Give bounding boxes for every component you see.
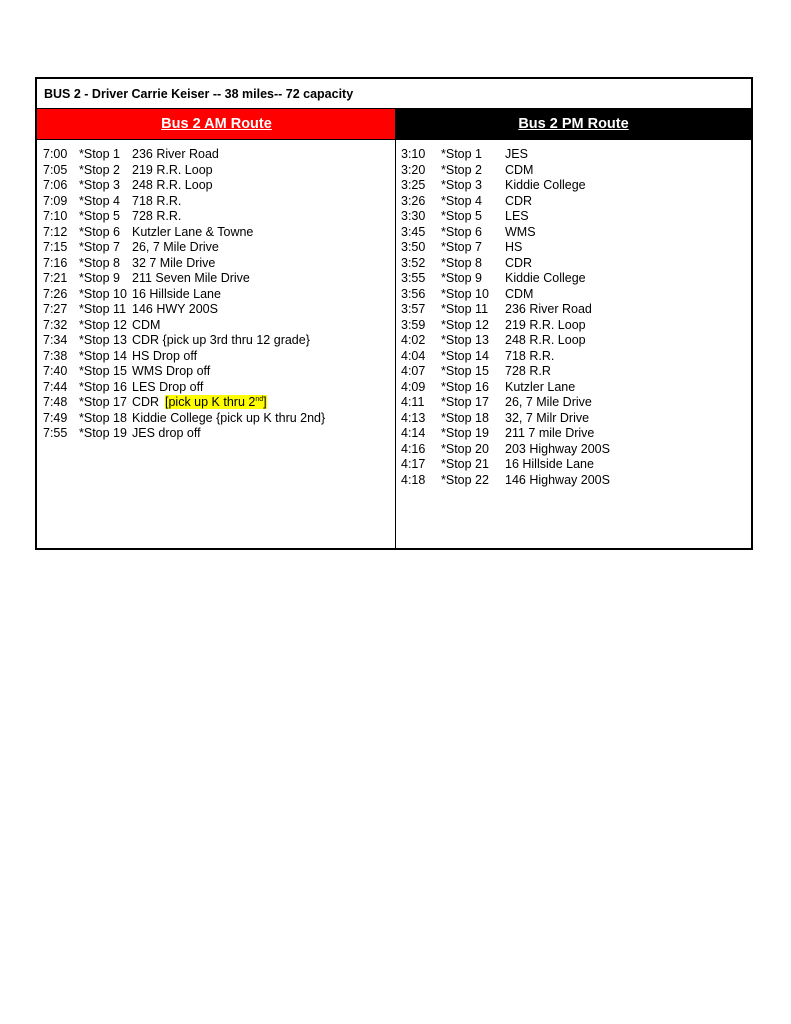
am-stop-row <box>43 302 393 318</box>
pm-stop-row <box>401 333 749 349</box>
pm-stop-row <box>401 256 749 272</box>
stop-number: *Stop 13 <box>441 333 489 347</box>
stop-location: 32, 7 Milr Drive <box>505 410 590 425</box>
am-stop-row <box>43 194 393 210</box>
stop-time: 4:14 <box>401 426 426 440</box>
stop-number: *Stop 10 <box>441 286 489 301</box>
am-stop-row <box>43 395 393 411</box>
stop-location: LES Drop off <box>132 379 204 394</box>
stop-number: *Stop 5 <box>79 209 121 223</box>
stop-location: LES <box>505 209 529 223</box>
stop-location: 211 7 mile Drive <box>505 426 595 440</box>
am-stop-list <box>43 147 393 442</box>
stop-time: 4:02 <box>401 333 426 347</box>
pm-stop-row <box>401 225 749 241</box>
stop-time: 7:00 <box>43 147 68 161</box>
stop-time: 7:10 <box>43 209 68 223</box>
am-stop-row <box>43 209 393 225</box>
stop-number: *Stop 4 <box>441 193 483 208</box>
stop-time: 3:26 <box>401 193 426 208</box>
stop-number: *Stop 11 <box>441 302 489 316</box>
stop-number: *Stop 8 <box>441 255 483 270</box>
am-stop-row <box>43 256 393 272</box>
bus-route-table <box>35 77 753 550</box>
stop-number: *Stop 10 <box>79 286 127 301</box>
pm-stop-row <box>401 318 749 334</box>
stop-number: *Stop 1 <box>79 147 121 161</box>
pm-stop-row <box>401 194 749 210</box>
stop-location: 146 HWY 200S <box>132 302 218 316</box>
stop-number: *Stop 6 <box>441 224 483 239</box>
stop-time: 4:13 <box>401 410 426 425</box>
stop-time: 7:21 <box>43 271 68 285</box>
stop-number: *Stop 20 <box>441 441 489 456</box>
am-stop-row <box>43 240 393 256</box>
stop-location: HS <box>505 240 523 254</box>
pm-stop-row <box>401 178 749 194</box>
stop-number: *Stop 12 <box>441 317 489 332</box>
am-stop-row <box>43 411 393 427</box>
stop-location: Kiddie College <box>505 271 586 285</box>
stop-number: *Stop 19 <box>79 426 127 440</box>
am-stop-row <box>43 426 393 442</box>
stop-number: *Stop 8 <box>79 255 121 270</box>
pm-stop-row <box>401 426 749 442</box>
pm-stop-row <box>401 209 749 225</box>
pm-stop-row <box>401 364 749 380</box>
pm-stop-row <box>401 147 749 163</box>
stop-location: Kutzler Lane <box>505 379 576 394</box>
stop-location: HS Drop off <box>132 348 198 363</box>
am-stop-row <box>43 333 393 349</box>
stop-number: *Stop 13 <box>79 333 127 347</box>
stop-location: 248 R.R. Loop <box>505 333 586 347</box>
stop-number: *Stop 15 <box>441 364 489 378</box>
highlight-end: ] <box>263 395 267 409</box>
stop-number: *Stop 11 <box>79 302 127 316</box>
stop-location: JES drop off <box>132 426 201 440</box>
stop-time: 7:06 <box>43 178 68 192</box>
pm-stop-row <box>401 395 749 411</box>
stop-location: JES <box>505 147 528 161</box>
stop-time: 4:04 <box>401 348 426 363</box>
pm-stop-row <box>401 411 749 427</box>
stop-number: *Stop 7 <box>441 240 483 254</box>
stop-time: 7:16 <box>43 255 68 270</box>
stop-time: 3:55 <box>401 271 426 285</box>
stop-time: 7:09 <box>43 193 68 208</box>
am-stop-row <box>43 225 393 241</box>
pm-stop-row <box>401 349 749 365</box>
stop-time: 7:49 <box>43 410 68 425</box>
stop-number: *Stop 17 <box>441 395 489 409</box>
stop-time: 3:57 <box>401 302 426 316</box>
stop-number: *Stop 15 <box>79 364 127 378</box>
stop-time: 7:48 <box>43 395 68 409</box>
stop-location: 203 Highway 200S <box>505 441 610 456</box>
stop-location: 26, 7 Mile Drive <box>505 395 592 409</box>
stop-location: Kutzler Lane & Towne <box>132 224 254 239</box>
am-stop-row <box>43 178 393 194</box>
stop-number: *Stop 2 <box>441 162 483 177</box>
stop-number: *Stop 22 <box>441 472 489 487</box>
stop-location: Kiddie College <box>505 178 586 192</box>
pm-stop-row <box>401 287 749 303</box>
stop-number: *Stop 18 <box>441 410 489 425</box>
stop-location: 718 R.R. <box>505 348 555 363</box>
am-stop-row <box>43 147 393 163</box>
stop-time: 4:18 <box>401 472 426 487</box>
stop-location: CDR <box>505 255 533 270</box>
am-stop-row <box>43 318 393 334</box>
bus-title: BUS 2 - Driver Carrie Keiser -- 38 miles-- 72 capacity <box>37 79 751 109</box>
stop-time: 7:38 <box>43 348 68 363</box>
stop-number: *Stop 14 <box>79 348 127 363</box>
stop-time: 3:52 <box>401 255 426 270</box>
stop-location: CDR <box>132 395 160 409</box>
stop-number: *Stop 3 <box>441 178 483 192</box>
am-stop-row <box>43 364 393 380</box>
am-stop-row <box>43 163 393 179</box>
stop-time: 7:15 <box>43 240 68 254</box>
stop-location: 32 7 Mile Drive <box>132 255 216 270</box>
stop-location: 146 Highway 200S <box>505 472 610 487</box>
stop-number: *Stop 18 <box>79 410 127 425</box>
pm-route-header: Bus 2 PM Route <box>396 109 751 140</box>
stop-location: Kiddie College {pick up K thru 2nd} <box>132 410 326 425</box>
stop-number: *Stop 3 <box>79 178 121 192</box>
stop-location: CDR <box>505 193 533 208</box>
stop-location: WMS <box>505 224 536 239</box>
am-route-header: Bus 2 AM Route <box>37 109 396 140</box>
stop-time: 3:30 <box>401 209 426 223</box>
stop-number: *Stop 5 <box>441 209 483 223</box>
stop-location: 248 R.R. Loop <box>132 178 213 192</box>
stop-time: 3:50 <box>401 240 426 254</box>
stop-number: *Stop 14 <box>441 348 489 363</box>
stop-number: *Stop 2 <box>79 162 121 177</box>
stop-time: 3:10 <box>401 147 426 161</box>
stop-time: 3:25 <box>401 178 426 192</box>
stop-location: 236 River Road <box>132 147 219 161</box>
stop-number: *Stop 6 <box>79 224 121 239</box>
stop-number: *Stop 19 <box>441 426 489 440</box>
pm-stop-row <box>401 442 749 458</box>
pm-stop-row <box>401 473 749 489</box>
stop-number: *Stop 21 <box>441 457 489 471</box>
pm-stop-row <box>401 240 749 256</box>
stop-location: CDM <box>132 317 161 332</box>
stop-number: *Stop 4 <box>79 193 121 208</box>
pm-stop-row <box>401 380 749 396</box>
stop-location: 728 R.R <box>505 364 551 378</box>
stop-location: 211 Seven Mile Drive <box>132 271 250 285</box>
stop-time: 3:56 <box>401 286 426 301</box>
highlight-wrap <box>165 395 267 411</box>
am-stop-row <box>43 271 393 287</box>
stop-time: 7:40 <box>43 364 68 378</box>
stop-location: 16 Hillside Lane <box>132 286 221 301</box>
stop-number: *Stop 12 <box>79 317 127 332</box>
highlight-text: [pick up K thru 2 <box>165 395 256 409</box>
stop-time: 3:45 <box>401 224 426 239</box>
pm-stop-row <box>401 271 749 287</box>
stop-number: *Stop 9 <box>79 271 121 285</box>
stop-number: *Stop 9 <box>441 271 483 285</box>
stop-time: 7:34 <box>43 333 68 347</box>
pm-stop-row <box>401 302 749 318</box>
stop-location: 219 R.R. Loop <box>132 162 213 177</box>
stop-time: 4:16 <box>401 441 426 456</box>
am-stop-row <box>43 349 393 365</box>
stop-number: *Stop 16 <box>79 379 127 394</box>
stop-location: CDM <box>505 162 534 177</box>
pm-stop-row <box>401 457 749 473</box>
stop-time: 3:59 <box>401 317 426 332</box>
pm-stop-row <box>401 163 749 179</box>
stop-time: 7:55 <box>43 426 68 440</box>
stop-location: CDR {pick up 3rd thru 12 grade} <box>132 333 310 347</box>
stop-location: CDM <box>505 286 534 301</box>
stop-time: 7:12 <box>43 224 68 239</box>
pm-stop-list <box>401 147 749 488</box>
stop-number: *Stop 1 <box>441 147 483 161</box>
stop-time: 7:44 <box>43 379 68 394</box>
stop-time: 4:07 <box>401 364 426 378</box>
stop-time: 7:32 <box>43 317 68 332</box>
stop-time: 3:20 <box>401 162 426 177</box>
stop-location: WMS Drop off <box>132 364 211 378</box>
highlight-superscript: nd <box>255 395 264 403</box>
stop-location: 26, 7 Mile Drive <box>132 240 219 254</box>
stop-time: 4:11 <box>401 395 425 409</box>
stop-time: 7:26 <box>43 286 68 301</box>
stop-location: 718 R.R. <box>132 193 182 208</box>
stop-time: 4:17 <box>401 457 426 471</box>
stop-time: 4:09 <box>401 379 426 394</box>
am-stop-row <box>43 287 393 303</box>
stop-location: 219 R.R. Loop <box>505 317 586 332</box>
stop-location: 236 River Road <box>505 302 592 316</box>
stop-number: *Stop 7 <box>79 240 121 254</box>
stop-number: *Stop 16 <box>441 379 489 394</box>
stop-time: 7:05 <box>43 162 68 177</box>
stop-location: 728 R.R. <box>132 209 182 223</box>
am-stop-row <box>43 380 393 396</box>
stop-time: 7:27 <box>43 302 68 316</box>
stop-location: 16 Hillside Lane <box>505 457 594 471</box>
column-divider <box>395 109 396 548</box>
highlighted-note <box>165 395 267 409</box>
stop-number: *Stop 17 <box>79 395 127 409</box>
